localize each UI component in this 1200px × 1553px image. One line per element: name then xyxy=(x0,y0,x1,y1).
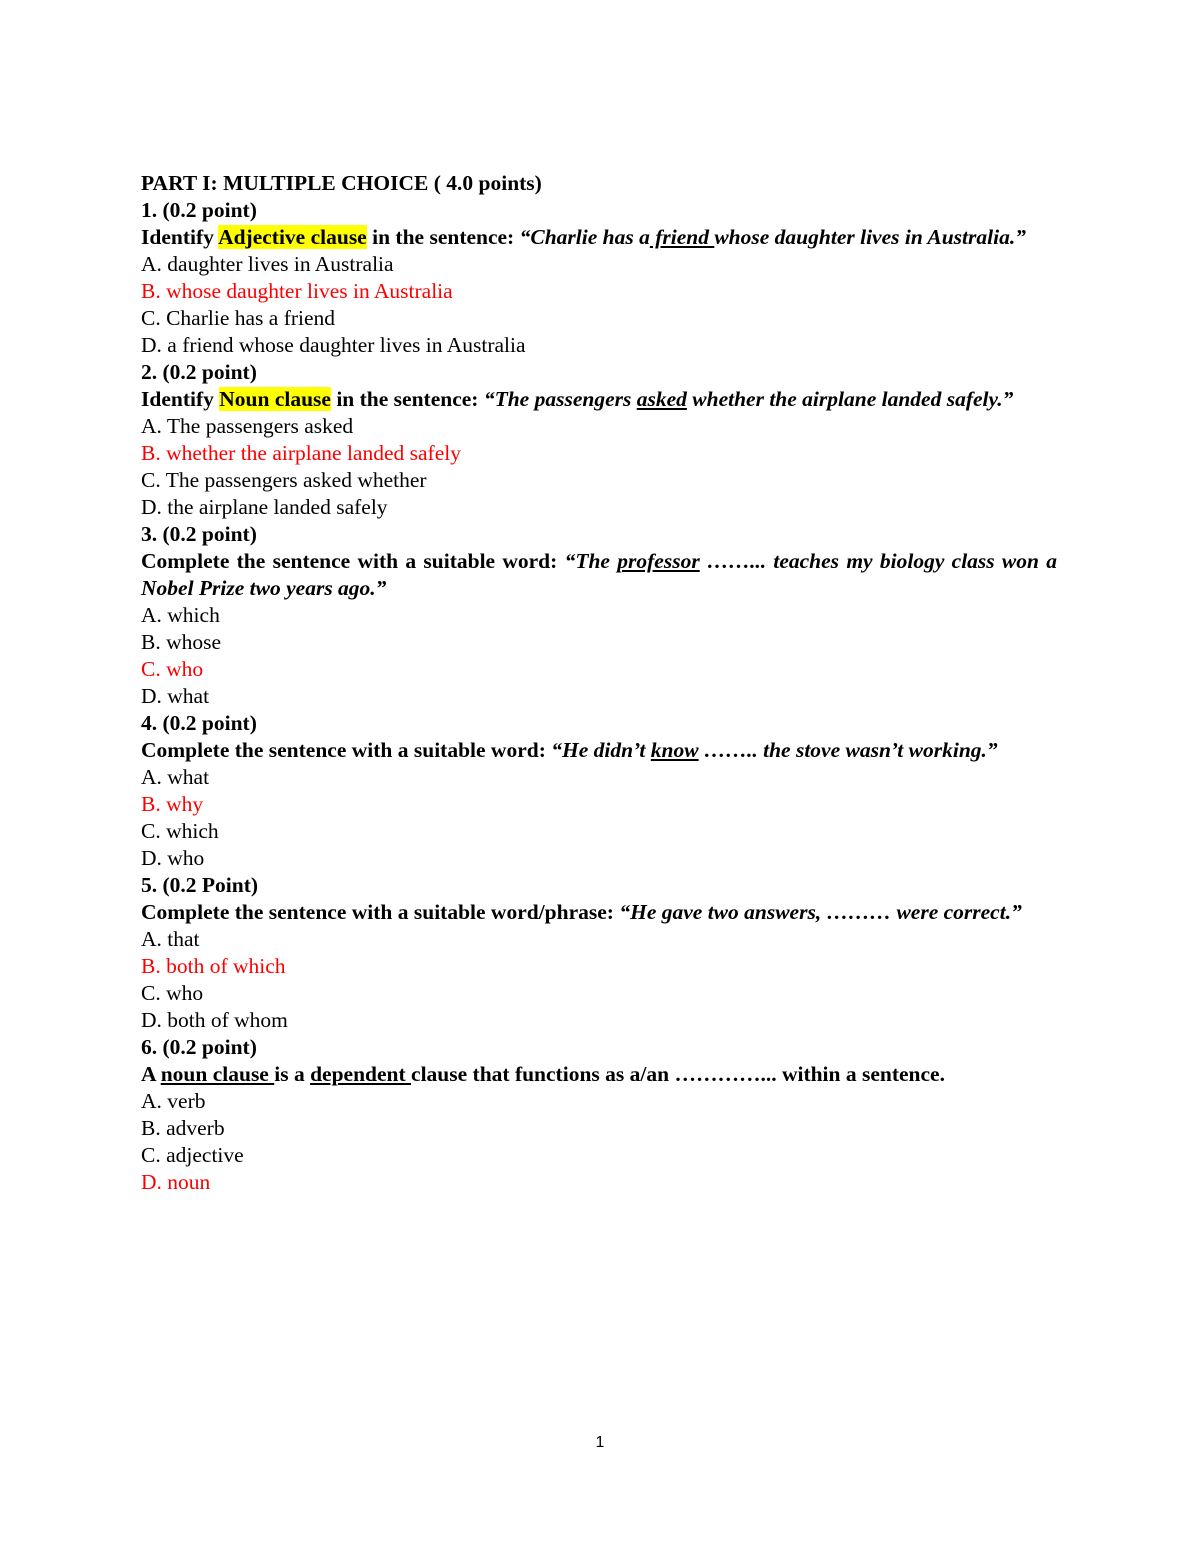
highlighted-term: Adjective clause xyxy=(218,225,367,249)
document-page xyxy=(141,170,1057,1196)
question-header: 4. (0.2 point) xyxy=(141,711,257,735)
answer-option-correct: B. why xyxy=(141,792,204,816)
question-header: 6. (0.2 point) xyxy=(141,1035,257,1059)
prompt-text: Complete the sentence with a suitable word: xyxy=(141,549,565,573)
question-prompt xyxy=(141,899,1057,926)
answer-option: B. whose xyxy=(141,630,222,654)
answer-option-correct: C. who xyxy=(141,657,204,681)
question-prompt xyxy=(141,1061,1057,1088)
prompt-text: Complete the sentence with a suitable word: xyxy=(141,738,552,762)
quoted-sentence: whether the airplane landed safely.” xyxy=(686,387,1014,411)
quoted-sentence: “Charlie has a xyxy=(519,225,650,249)
quoted-sentence: ……... teaches my biology class won a Nobel Prize two years ago.” xyxy=(141,549,1058,600)
answer-option-correct: B. both of which xyxy=(141,954,286,978)
answer-option: A. which xyxy=(141,603,220,627)
question-header: 5. (0.2 Point) xyxy=(141,873,259,897)
answer-option: A. daughter lives in Australia xyxy=(141,252,394,276)
underlined-word: noun clause xyxy=(160,1062,275,1086)
question-header: 1. (0.2 point) xyxy=(141,198,257,222)
underlined-word: know xyxy=(650,738,699,762)
answer-option: A. that xyxy=(141,927,200,951)
quoted-sentence: whose daughter lives in Australia.” xyxy=(714,225,1026,249)
underlined-word: friend xyxy=(649,225,715,249)
underlined-word: professor xyxy=(617,549,700,573)
underlined-word: dependent xyxy=(310,1062,412,1086)
quoted-sentence: “The passengers xyxy=(483,387,637,411)
highlighted-term: Noun clause xyxy=(219,387,331,411)
question-3 xyxy=(141,521,1057,710)
prompt-text: is a xyxy=(274,1062,311,1086)
part-title: PART I: MULTIPLE CHOICE ( 4.0 points) xyxy=(141,171,542,195)
question-prompt xyxy=(141,737,1057,764)
prompt-text: A xyxy=(141,1062,161,1086)
prompt-text: clause that functions as a/an …………... within a sentence. xyxy=(411,1062,945,1086)
answer-option: D. what xyxy=(141,684,210,708)
answer-option: C. The passengers asked whether xyxy=(141,468,427,492)
answer-option: D. both of whom xyxy=(141,1008,288,1032)
answer-option: C. adjective xyxy=(141,1143,244,1167)
answer-option-correct: B. whether the airplane landed safely xyxy=(141,441,461,465)
answer-option-correct: D. noun xyxy=(141,1170,211,1194)
quoted-sentence: “The xyxy=(564,549,618,573)
question-4 xyxy=(141,710,1057,872)
question-6 xyxy=(141,1034,1057,1196)
answer-option: C. who xyxy=(141,981,204,1005)
prompt-text: in the sentence: xyxy=(330,387,484,411)
prompt-text: Identify xyxy=(141,225,219,249)
answer-option: C. which xyxy=(141,819,219,843)
answer-option: A. verb xyxy=(141,1089,206,1113)
question-prompt xyxy=(141,548,1057,602)
answer-option: D. the airplane landed safely xyxy=(141,495,388,519)
answer-option: B. adverb xyxy=(141,1116,225,1140)
answer-option: A. what xyxy=(141,765,210,789)
answer-option: A. The passengers asked xyxy=(141,414,354,438)
prompt-text: Complete the sentence with a suitable word/phrase: xyxy=(141,900,620,924)
answer-option: C. Charlie has a friend xyxy=(141,306,336,330)
page-number: 1 xyxy=(595,1434,605,1451)
question-2 xyxy=(141,359,1057,521)
question-prompt xyxy=(141,224,1057,251)
question-header: 3. (0.2 point) xyxy=(141,522,257,546)
answer-option: D. who xyxy=(141,846,205,870)
quoted-sentence: “He didn’t xyxy=(551,738,651,762)
quoted-sentence: “He gave two answers, ……… were correct.” xyxy=(619,900,1022,924)
underlined-word: asked xyxy=(636,387,687,411)
question-1 xyxy=(141,197,1057,359)
question-header: 2. (0.2 point) xyxy=(141,360,257,384)
quoted-sentence: …….. the stove wasn’t working.” xyxy=(698,738,998,762)
answer-option-correct: B. whose daughter lives in Australia xyxy=(141,279,453,303)
prompt-text: in the sentence: xyxy=(366,225,520,249)
question-prompt xyxy=(141,386,1057,413)
prompt-text: Identify xyxy=(141,387,220,411)
answer-option: D. a friend whose daughter lives in Australia xyxy=(141,333,526,357)
question-5 xyxy=(141,872,1057,1034)
